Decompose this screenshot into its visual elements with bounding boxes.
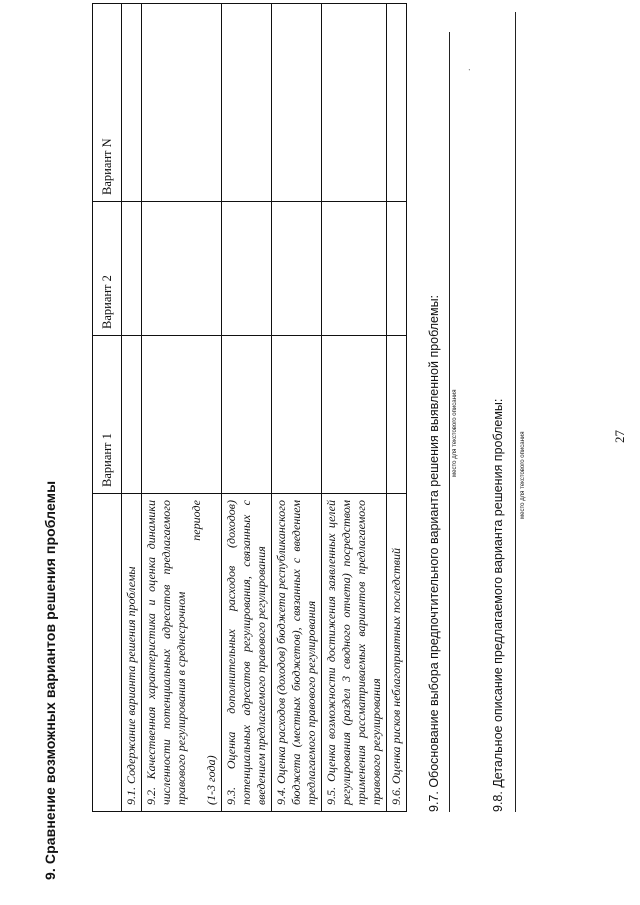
- row-label-9-3: 9.3. Оценка дополнительных расходов (доходов) потенциальных адресатов регулирования, связанных с введением предлагаемого правового регулирования: [222, 494, 272, 812]
- row-label-9-1: 9.1. Содержание варианта решения проблемы: [122, 494, 142, 812]
- text-line-9-8: [515, 12, 516, 812]
- page-number: 27: [612, 430, 627, 443]
- cell-9-5-v2: [322, 202, 387, 336]
- header-variant-2: Вариант 2: [93, 202, 122, 336]
- cell-9-1-vn: [122, 4, 142, 202]
- row-label-9-2-years: (1-3 года): [204, 755, 218, 805]
- cell-9-4-v2: [272, 202, 322, 336]
- section-title: 9. Сравнение возможных вариантов решения проблемы: [42, 480, 58, 880]
- row-label-9-4: 9.4. Оценка расходов (доходов) бюджета республиканского бюджета (местных бюджетов), связанных с введением предлагаемого правового регулирования: [272, 494, 322, 812]
- comparison-table: [92, 3, 407, 812]
- table-row: [272, 4, 322, 812]
- cell-9-6-v1: [387, 336, 407, 494]
- cell-9-6-vn: [387, 4, 407, 202]
- table-row: [122, 4, 142, 812]
- table-row: [142, 4, 222, 812]
- header-variant-n: Вариант N: [93, 4, 122, 202]
- cell-9-3-v1: [222, 336, 272, 494]
- table-header-row: [93, 4, 122, 812]
- header-variant-1: Вариант 1: [93, 336, 122, 494]
- row-label-9-5: 9.5. Оценка возможности достижения заявленных целей регулирования (раздел 3 сводного отчета) посредством применения рассматриваемых вариантов предлагаемого правового регулирования: [322, 494, 387, 812]
- table-row: [222, 4, 272, 812]
- text-line-9-7: [449, 32, 450, 812]
- cell-9-4-v1: [272, 336, 322, 494]
- cell-9-2-v2: [142, 202, 222, 336]
- table-row: [387, 4, 407, 812]
- section-9-8-heading: 9.8. Детальное описание предлагаемого варианта решения проблемы:: [491, 398, 505, 812]
- cell-9-5-v1: [322, 336, 387, 494]
- cell-9-3-vn: [222, 4, 272, 202]
- row-label-9-2-tail: периоде: [189, 500, 203, 541]
- row-label-9-2-main: 9.2. Качественная характеристика и оценка динамики численности потенциальных адресатов предлагаемого правового регулирования в среднесрочном: [144, 500, 188, 805]
- placeholder-hint-9-8: место для текстового описания: [520, 431, 526, 519]
- header-empty-cell: [93, 494, 122, 812]
- cell-9-3-v2: [222, 202, 272, 336]
- cell-9-2-vn: [142, 4, 222, 202]
- cell-9-5-vn: [322, 4, 387, 202]
- row-label-9-6: 9.6. Оценка рисков неблагоприятных последствий: [387, 494, 407, 812]
- cell-9-6-v2: [387, 202, 407, 336]
- cell-9-4-vn: [272, 4, 322, 202]
- row-label-9-2: [142, 494, 222, 812]
- section-9-7-heading: 9.7. Обоснование выбора предпочтительного варианта решения выявленной проблемы:: [427, 294, 441, 812]
- scan-dot: .: [462, 68, 473, 71]
- placeholder-hint-9-7: место для текстового описания: [452, 389, 458, 477]
- cell-9-1-v2: [122, 202, 142, 336]
- table-row: [322, 4, 387, 812]
- cell-9-2-v1: [142, 336, 222, 494]
- cell-9-1-v1: [122, 336, 142, 494]
